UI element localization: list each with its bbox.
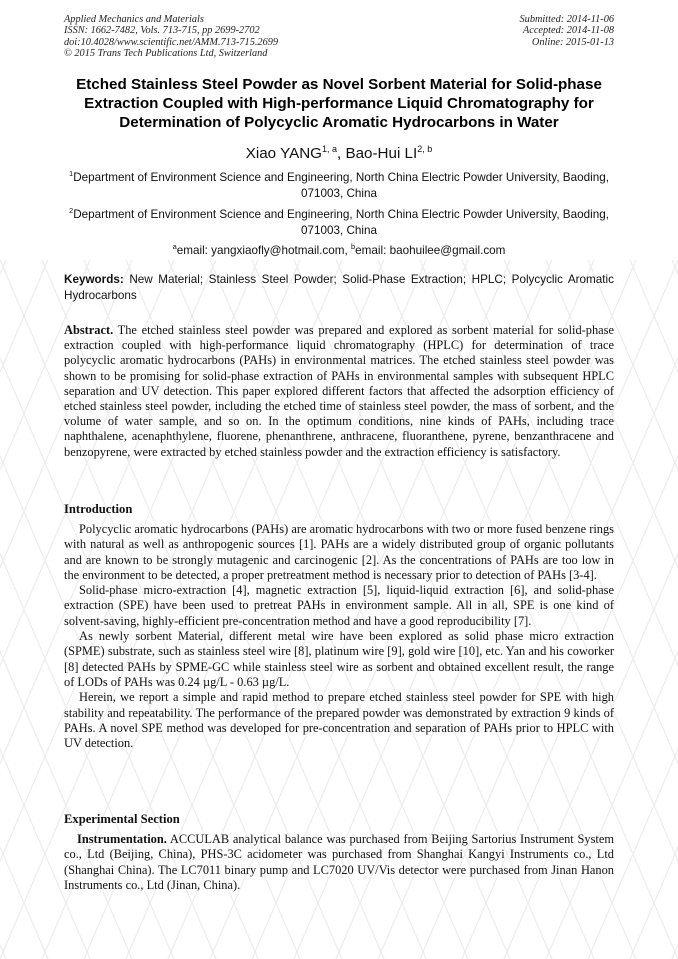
keywords-label: Keywords: <box>64 273 124 286</box>
affiliation-2-sup: 2 <box>69 206 74 215</box>
affiliation-1 <box>56 166 622 202</box>
author-2: Bao-Hui LI <box>345 145 418 163</box>
affiliation-2 <box>56 203 622 239</box>
email-b[interactable]: email: baohuilee@gmail.com <box>355 243 506 257</box>
abstract-block <box>64 323 614 460</box>
author-separator: , <box>337 145 346 163</box>
doi-line: doi:10.4028/www.scientific.net/AMM.713-715.2699 <box>64 36 279 48</box>
dates-info <box>520 14 614 48</box>
watermark-line <box>630 260 678 959</box>
watermark-line <box>0 260 48 959</box>
instrumentation-paragraph <box>64 832 614 893</box>
author-line <box>56 140 622 163</box>
instrumentation-body <box>64 832 614 893</box>
abstract-text: The etched stainless steel powder was prepared and explored as sorbent material for solid-phase extraction coupled with high-performance liquid chromatography (HPLC) for determination of trace polycyclic aromatic hydrocarbons (PAHs) in environmental matrices. The etched stainless steel powder was shown to be promising for solid-phase extraction of PAHs in environmental samples with subsequent HPLC separation and UV detection. This paper explored different factors that affected the adsorption efficiency of etched stainless steel powder, including the etched time of stainless steel powder, the mass of sorbent, and the volume of water sample, and so on. In the optimum conditions, nine kinds of PAHs, including trace naphthalene, acenaphthylene, fluorene, phenanthrene, anthracene, fluoranthene, pyrene, benzanthracene and benzopyrene, were extracted by etched stainless powder and the extraction efficiency is satisfactory. <box>64 323 614 459</box>
copyright-line: © 2015 Trans Tech Publications Ltd, Switzerland <box>64 48 268 60</box>
journal-info <box>64 14 278 60</box>
author-1-sup: 1, a <box>322 144 338 154</box>
watermark-line <box>672 260 678 959</box>
introduction-body <box>64 522 614 751</box>
intro-paragraph-1: Polycyclic aromatic hydrocarbons (PAHs) are aromatic hydrocarbons with two or more fused benzene rings with natural as well as anthropogenic sources [1]. PAHs are a widely distributed group of organic pollutants and are known to be strongly mutagenic and carcinogenic [2]. As the concentrations of PAHs are too low in the environment to be detected, a proper pretreatment method is necessary prior to detection of PAHs [3-4]. <box>64 522 614 582</box>
watermark-line <box>672 260 678 959</box>
journal-name: Applied Mechanics and Materials <box>64 14 204 25</box>
introduction-heading: Introduction <box>64 502 133 516</box>
instrumentation-text: ACCULAB analytical balance was purchased from Beijing Sartorius Instrument System co., Ltd (Beijing, China), PHS-3C acidometer was purchased from Shanghai Kangyi Instruments co., Ltd (Shanghai China). The LC7011 binary pump and LC7020 UV/Vis detector were purchased from Jinan Hanon Instruments co., Ltd (Jinan, China). <box>64 832 614 892</box>
author-2-sup: 2, b <box>417 144 433 154</box>
keywords-block <box>64 272 614 303</box>
experimental-heading: Experimental Section <box>64 812 180 826</box>
paper-title: Etched Stainless Steel Powder as Novel Sorbent Material for Solid-phase Extraction Coupled with High-performance Liquid Chromatography for Determination of Polycyclic Aromatic Hydrocarbons in Water <box>76 76 602 131</box>
accepted-date: Accepted: 2014-11-08 <box>522 25 614 37</box>
issn-line: ISSN: 1662-7482, Vols. 713-715, pp 2699-2702 <box>64 25 260 37</box>
intro-paragraph-4: Herein, we report a simple and rapid method to prepare etched stainless steel powder for SPE with high stability and repeatability. The performance of the prepared powder was demonstrated by extraction 9 kinds of PAHs. A novel SPE method was developed for pre-concentration and separation of PAHs prior to HPLC with UV detection. <box>64 690 614 751</box>
affiliation-1-text: Department of Environment Science and Engineering, North China Electric Powder University, Baoding, 071003, China <box>73 170 609 200</box>
instrumentation-label: Instrumentation. <box>77 832 167 846</box>
watermark-line <box>0 260 6 959</box>
intro-paragraph-3: As newly sorbent Material, different metal wire have been explored as solid phase micro extraction (SPME) substrate, such as stainless steel wire [8], platinum wire [9], gold wire [10], etc. Yan and his coworker [8] detected PAHs by SPME-GC while stainless steel wire as sorbent and obtained excellent result, the range of LODs of PAHs was 0.24 µg/L - 0.63 µg/L. <box>64 629 614 689</box>
email-a-sup: a <box>172 242 177 251</box>
keywords-text: New Material; Stainless Steel Powder; Solid-Phase Extraction; HPLC; Polycyclic Aromatic Hydrocarbons <box>64 273 614 302</box>
email-line <box>56 239 622 259</box>
affiliation-2-text: Department of Environment Science and Engineering, North China Electric Powder University, Baoding, 071003, China <box>73 207 609 237</box>
email-b-sup: b <box>351 242 356 251</box>
online-date: Online: 2015-01-13 <box>531 36 614 48</box>
submitted-date: Submitted: 2014-11-06 <box>519 14 614 25</box>
email-a[interactable]: email: yangxiaofly@hotmail.com, <box>176 243 351 257</box>
author-1: Xiao YANG <box>245 145 322 163</box>
watermark-line <box>0 260 6 959</box>
intro-paragraph-2: Solid-phase micro-extraction [4], magnetic extraction [5], liquid-liquid extraction [6], and solid-phase extraction (SPE) have been used to pretreat PAHs in environment sample. All in all, SPE is one kind of solvent-saving, highly-efficient pre-concentration method and have a good reproducibility [7]. <box>64 583 614 628</box>
abstract-label: Abstract. <box>64 323 114 337</box>
affiliation-1-sup: 1 <box>69 169 74 178</box>
watermark-line <box>630 260 678 959</box>
watermark-line <box>0 260 48 959</box>
